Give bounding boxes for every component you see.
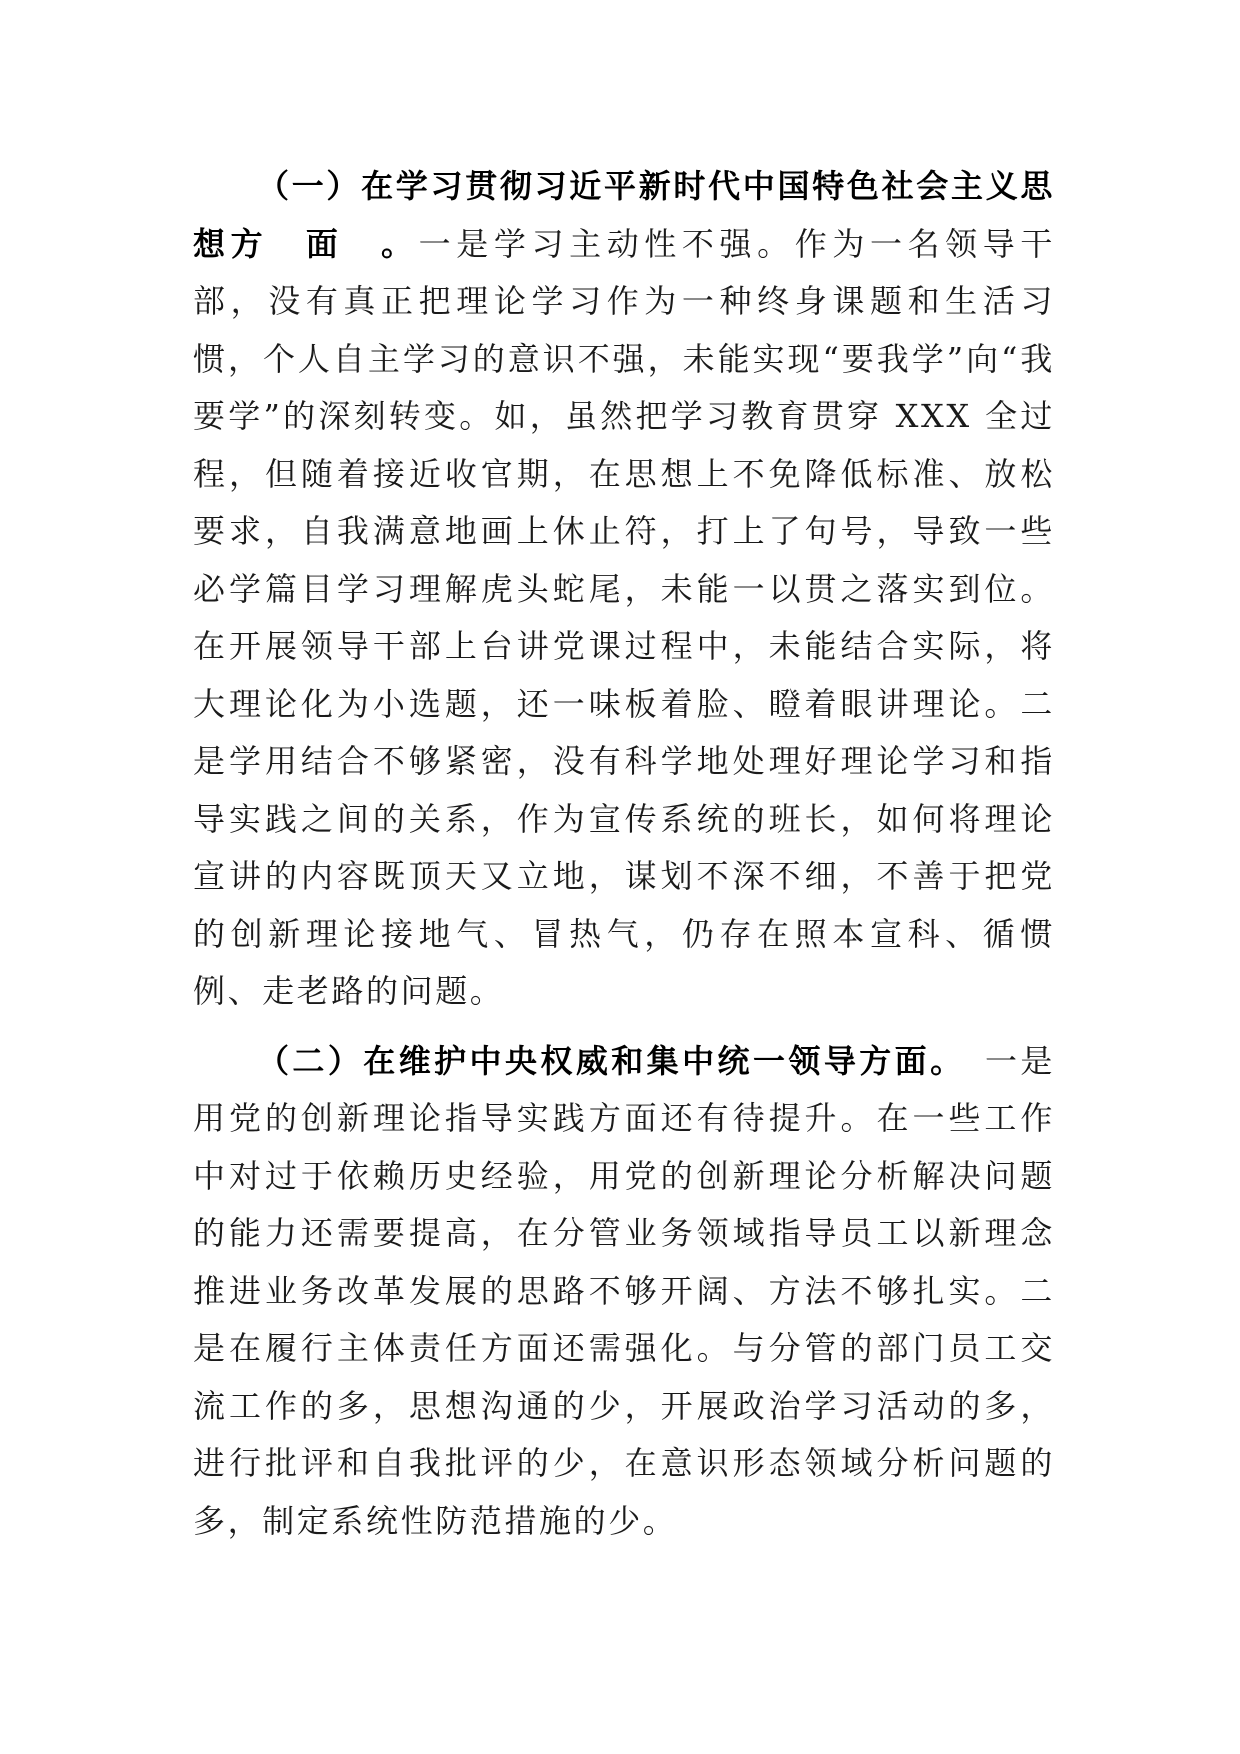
paragraph-2-heading: （二）在维护中央权威和集中统一领导方面。 xyxy=(257,1041,950,1080)
document-body xyxy=(193,158,1055,1550)
paragraph-1 xyxy=(193,158,1055,1021)
paragraph-1-heading: （一）在学习贯彻习近平新时代中国特色社会主义思想方 面 。 xyxy=(193,167,1055,263)
paragraph-2-text: 一是用党的创新理论指导实践方面还有待提升。在一些工作中对过于依赖历史经验，用党的创新理论分析解决问题的能力还需要提高，在分管业务领域指导员工以新理念推进业务改革发展的思路不够开阔、方法不够扎实。二是在履行主体责任方面还需强化。与分管的部门员工交流工作的多，思想沟通的少，开展政治学习活动的多，进行批评和自我批评的少，在意识形态领域分析问题的多，制定系统性防范措施的少。 xyxy=(193,1041,1055,1540)
paragraph-1-text: 一是学习主动性不强。作为一名领导干部，没有真正把理论学习作为一种终身课题和生活习惯，个人自主学习的意识不强，未能实现“要我学”向“我要学”的深刻转变。如，虽然把学习教育贯穿 XXX 全过程，但随着接近收官期，在思想上不免降低标准、放松要求，自我满意地画上休止符，打上了句号，导致一些必学篇目学习理解虎头蛇尾，未能一以贯之落实到位。在开展领导干部上台讲党课过程中，未能结合实际，将大理论化为小选题，还一味板着脸、瞪着眼讲理论。二是学用结合不够紧密，没有科学地处理好理论学习和指导实践之间的关系，作为宣传系统的班长，如何将理论宣讲的内容既顶天又立地，谋划不深不细，不善于把党的创新理论接地气、冒热气，仍存在照本宣科、循惯例、走老路的问题。 xyxy=(193,224,1055,1010)
paragraph-2 xyxy=(193,1033,1055,1551)
